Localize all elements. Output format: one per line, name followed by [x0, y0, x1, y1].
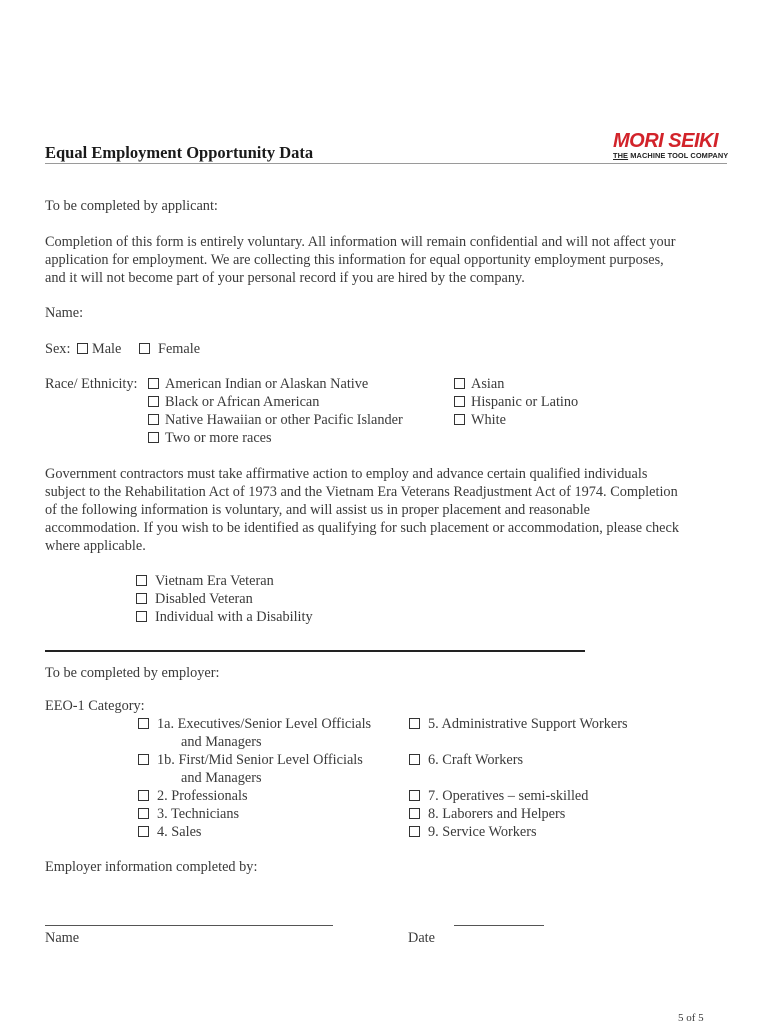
- sex-option-female[interactable]: Female: [139, 341, 200, 358]
- intro-line: application for employment. We are collecting this information for equal opportunity employment purposes,: [45, 252, 664, 268]
- eeo-option[interactable]: 3. Technicians: [138, 806, 239, 823]
- intro-paragraph: [45, 233, 676, 287]
- eeo-option-continuation: and Managers: [181, 770, 262, 786]
- veteran-option[interactable]: Individual with a Disability: [136, 609, 313, 626]
- checkbox[interactable]: [454, 396, 465, 407]
- sex-option-male[interactable]: Male: [77, 341, 121, 358]
- page-number: 5 of 5: [678, 1012, 704, 1024]
- intro-line: Completion of this form is entirely voluntary. All information will remain confidential and will not affect your: [45, 234, 676, 250]
- race-option[interactable]: Hispanic or Latino: [454, 394, 578, 411]
- applicant-heading: To be completed by applicant:: [45, 198, 218, 214]
- checkbox[interactable]: [409, 790, 420, 801]
- logo-wordmark: MORI SEIKI: [613, 130, 719, 152]
- checkbox[interactable]: [138, 826, 149, 837]
- checkbox[interactable]: [136, 593, 147, 604]
- race-option[interactable]: Native Hawaiian or other Pacific Islander: [148, 412, 403, 429]
- race-option[interactable]: Black or African American: [148, 394, 319, 411]
- contractor-line: accommodation. If you wish to be identified as qualifying for such placement or accommodation, please check: [45, 520, 680, 536]
- checkbox[interactable]: [409, 826, 420, 837]
- veteran-option[interactable]: Disabled Veteran: [136, 591, 253, 608]
- checkbox[interactable]: [148, 414, 159, 425]
- male-checkbox[interactable]: [77, 343, 88, 354]
- header-divider: [45, 163, 727, 164]
- eeo-option[interactable]: 5. Administrative Support Workers: [409, 716, 628, 733]
- race-option[interactable]: White: [454, 412, 506, 429]
- date-caption: Date: [408, 930, 435, 946]
- checkbox[interactable]: [409, 808, 420, 819]
- checkbox[interactable]: [136, 575, 147, 586]
- eeo-label: EEO-1 Category:: [45, 698, 145, 714]
- race-option[interactable]: Asian: [454, 376, 504, 393]
- checkbox[interactable]: [148, 396, 159, 407]
- eeo-option[interactable]: 4. Sales: [138, 824, 201, 841]
- date-signature-line[interactable]: [454, 925, 544, 926]
- checkbox[interactable]: [138, 808, 149, 819]
- checkbox[interactable]: [409, 754, 420, 765]
- name-caption: Name: [45, 930, 80, 946]
- contractor-line: Government contractors must take affirmative action to employ and advance certain qualified individuals: [45, 466, 648, 482]
- checkbox[interactable]: [138, 718, 149, 729]
- contractor-paragraph: [45, 465, 679, 555]
- eeo-option[interactable]: 9. Service Workers: [409, 824, 537, 841]
- sex-label: Sex:: [45, 341, 71, 357]
- eeo-option[interactable]: 1a. Executives/Senior Level Officials: [138, 716, 371, 733]
- company-logo: [613, 131, 728, 160]
- name-label: Name:: [45, 305, 84, 321]
- logo-tagline: THE MACHINE TOOL COMPANY: [613, 151, 729, 160]
- race-label: Race/ Ethnicity:: [45, 376, 138, 392]
- checkbox[interactable]: [136, 611, 147, 622]
- employer-info-label: Employer information completed by:: [45, 859, 258, 875]
- eeo-option[interactable]: 6. Craft Workers: [409, 752, 523, 769]
- checkbox[interactable]: [148, 378, 159, 389]
- checkbox[interactable]: [138, 754, 149, 765]
- page-title: Equal Employment Opportunity Data: [45, 143, 314, 162]
- race-option[interactable]: American Indian or Alaskan Native: [148, 376, 368, 393]
- contractor-line: of the following information is voluntary, and will assist us in proper placement and reasonable: [45, 502, 591, 518]
- checkbox[interactable]: [454, 414, 465, 425]
- intro-line: and it will not become part of your personal record if you are hired by the company.: [45, 270, 525, 286]
- eeo-option[interactable]: 2. Professionals: [138, 788, 248, 805]
- checkbox[interactable]: [138, 790, 149, 801]
- eeo-option[interactable]: 1b. First/Mid Senior Level Officials: [138, 752, 363, 769]
- eeo-option[interactable]: 7. Operatives – semi-skilled: [409, 788, 588, 805]
- checkbox[interactable]: [409, 718, 420, 729]
- employer-heading: To be completed by employer:: [45, 665, 220, 681]
- eeo-option-continuation: and Managers: [181, 734, 262, 750]
- contractor-line: subject to the Rehabilitation Act of 1973 and the Vietnam Era Veterans Readjustment Act of 1974. Completion: [45, 484, 678, 500]
- veteran-option[interactable]: Vietnam Era Veteran: [136, 573, 274, 590]
- checkbox[interactable]: [148, 432, 159, 443]
- eeo-option[interactable]: 8. Laborers and Helpers: [409, 806, 565, 823]
- checkbox[interactable]: [454, 378, 465, 389]
- female-checkbox[interactable]: [139, 343, 150, 354]
- contractor-line: where applicable.: [45, 538, 146, 554]
- section-divider: [45, 650, 585, 652]
- race-option[interactable]: Two or more races: [148, 430, 272, 447]
- name-signature-line[interactable]: [45, 925, 333, 926]
